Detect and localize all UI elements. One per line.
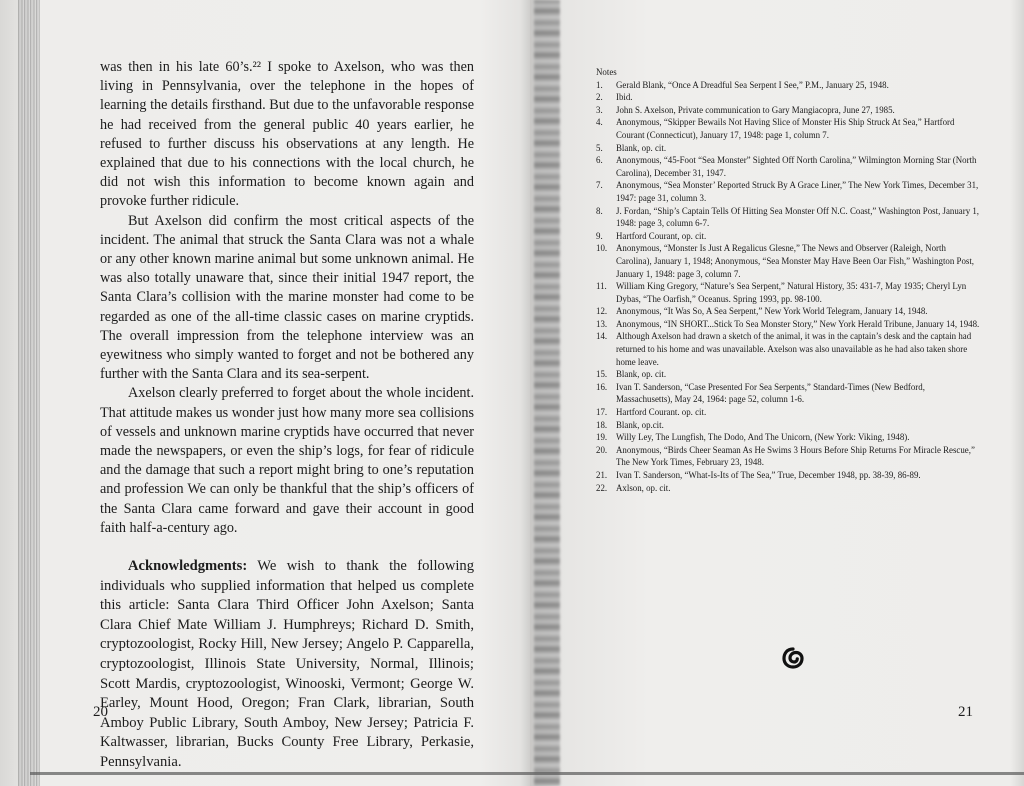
note-number: 21. — [596, 470, 608, 480]
note-text: Anonymous, “Birds Cheer Seaman As He Swims 3 Hours Before Ship Returns For Miracle Rescue,” The New York Times, February 23, 1948. — [616, 444, 975, 468]
notes-title: Notes — [596, 67, 617, 77]
note-text: Ivan T. Sanderson, “What-Is-Its of The Sea,” True, December 1948, pp. 38-39, 86-89. — [616, 470, 921, 480]
paragraph-3: Axelson clearly preferred to forget about the whole incident. That attitude makes us wonder just how many more sea collisions of vessels and unknown marine cryptids have occurred that never made the newspapers, or even the ship’s logs, for fear of ridicule and the damage that such a report might bring to one’s reputation and profession We can only be thankful that the ship’s officers of the Santa Clara came forward and gave their account in good faith half-a-century ago. — [100, 385, 474, 536]
note-item — [596, 280, 980, 305]
note-number: 2. — [596, 92, 603, 103]
note-number: 5. — [596, 142, 603, 153]
note-text: Hartford Courant, op. cit. — [616, 230, 707, 241]
note-text: Willy Ley, The Lungfish, The Dodo, And The Unicorn, (New York: Viking, 1948). — [616, 432, 910, 443]
note-number: 15. — [596, 369, 608, 380]
note-text: Ivan T. Sanderson, “Case Presented For Sea Serpents,” Standard-Times (New Bedford, Massachusetts), May 24, 1964: page 52, column 1-6. — [616, 381, 925, 405]
note-item — [596, 469, 980, 482]
note-item — [596, 419, 980, 432]
note-item — [596, 79, 980, 92]
note-number: 11. — [596, 281, 607, 292]
note-item — [596, 444, 980, 469]
note-text: Ibid. — [616, 92, 633, 103]
notes-section — [596, 66, 980, 494]
note-item — [596, 368, 980, 381]
page-number-right: 21 — [958, 704, 973, 720]
scan-gutter-shadow — [534, 0, 560, 786]
note-text: Anonymous, “Monster Is Just A Regalicus Glesne,” The News and Observer (Raleigh, North Carolina), January 1, 1948; Anonymous, “Sea Monster May Have Been Oar Fish,” Washington Post, January 1, 1948: page 3, column 7. — [616, 243, 975, 279]
note-text: Gerald Blank, “Once A Dreadful Sea Serpent I See,” P.M., January 25, 1948. — [616, 79, 889, 90]
note-number: 19. — [596, 432, 608, 443]
note-number: 3. — [596, 104, 603, 115]
acknowledgments-text: We wish to thank the following individuals who supplied information that helped us complete this article: Santa Clara Third Officer John Axelson; Santa Clara Chief Mate William J. Humphreys; Richard D. Smith, cryptozoologist, Rocky Hill, New Jersey; Angelo P. Capparella, cryptozoologist, Illinois State University, Normal, Illinois; Scott Mardis, cryptozoologist, Winooski, Vermont; George W. Earley, Mount Hood, Oregon; Fran Clark, librarian, South Amboy Public Library, South Amboy, New Jersey; Patricia F. Kaltwasser, librarian, Bucks County Free Library, Perkasie, Pennsylvania. — [100, 558, 475, 771]
acknowledgments-paragraph — [100, 557, 474, 773]
notes-list — [596, 79, 980, 495]
note-number: 8. — [596, 205, 603, 216]
note-item — [596, 406, 980, 419]
note-item — [596, 104, 980, 117]
paragraph-2: But Axelson did confirm the most critical aspects of the incident. The animal that struck the Santa Clara was not a whale or any other known marine animal but some unknown animal. He was also totally unaware that, since their initial 1947 report, the Santa Clara’s collision with the marine monster had come to be regarded as one of the all-time classic cases on marine cryptids. The overall impression from the telephone interview was an eyewitness who simply wanted to forget and not be bothered any further with the Santa Clara and its sea-serpent. — [100, 212, 474, 383]
note-number: 16. — [596, 381, 608, 392]
note-number: 14. — [596, 331, 608, 342]
note-item — [596, 381, 980, 406]
note-item — [596, 305, 980, 318]
page-number-left: 20 — [93, 704, 108, 720]
note-number: 18. — [596, 419, 608, 430]
note-text: Anonymous, “Skipper Bewails Not Having Slice of Monster His Ship Struck At Sea,” Hartford Courant (Connecticut), January 17, 1948: page 1, column 7. — [616, 117, 955, 140]
note-number: 10. — [596, 243, 608, 254]
note-text: Anonymous, “It Was So, A Sea Serpent,” New York World Telegram, January 14, 1948. — [616, 306, 928, 317]
note-number: 22. — [596, 482, 608, 493]
note-item — [596, 179, 980, 204]
note-item — [596, 154, 980, 179]
note-number: 7. — [596, 180, 603, 191]
note-text: Axlson, op. cit. — [616, 482, 671, 493]
paragraph-1: was then in his late 60’s.²² I spoke to Axelson, who was then living in Pennsylvania, over the telephone in the hopes of learning the details firsthand. But due to the unfavorable response he had received from the general public 40 years earlier, he refused to further discuss his observations at any length. He explained that due to his connections with the local church, he did not wish this information to become known again and provoke further ridicule. — [100, 59, 474, 210]
note-number: 9. — [596, 230, 603, 241]
note-text: Blank, op. cit. — [616, 369, 667, 380]
acknowledgments-heading: Acknowledgments: — [128, 558, 248, 575]
spiral-end-mark-icon — [781, 646, 805, 670]
note-text: Hartford Courant. op. cit. — [616, 407, 707, 418]
note-text: Anonymous, “45-Foot “Sea Monster” Sighted Off North Carolina,” Wilmington Morning Star (North Carolina), December 31, 1947. — [616, 155, 977, 178]
note-number: 4. — [596, 117, 603, 128]
note-text: Blank, op. cit. — [616, 142, 667, 153]
note-item — [596, 205, 980, 230]
note-item — [596, 91, 980, 104]
note-text: Anonymous, “Sea Monster’ Reported Struck By A Grace Liner,” The New York Times, December 31, 1947: page 31, column 3. — [616, 180, 979, 203]
note-number: 20. — [596, 444, 608, 455]
note-item — [596, 318, 980, 331]
note-item — [596, 142, 980, 155]
note-number: 13. — [596, 318, 608, 329]
left-page-body — [100, 58, 474, 773]
note-number: 6. — [596, 155, 603, 166]
note-text: John S. Axelson, Private communication to Gary Mangiacopra, June 27, 1985. — [616, 104, 895, 115]
scan-left-edge-artifact — [18, 0, 40, 786]
note-item — [596, 431, 980, 444]
note-text: Blank, op.cit. — [616, 419, 664, 430]
note-number: 1. — [596, 79, 603, 90]
note-item — [596, 330, 980, 368]
note-item — [596, 242, 980, 280]
note-text: Although Axelson had drawn a sketch of the animal, it was in the captain’s desk and the captain had returned to his home and was unavailable. Axelson was also unavailable as he had also taken shore home leave. — [616, 331, 972, 367]
note-text: William King Gregory, “Nature’s Sea Serpent,” Natural History, 35: 431-7, May 1935; Cheryl Lyn Dybas, “The Oarfish,” Oceanus. Spring 1993, pp. 98-100. — [616, 281, 967, 304]
note-number: 17. — [596, 407, 608, 418]
note-item — [596, 482, 980, 495]
note-number: 12. — [596, 306, 608, 317]
note-item — [596, 116, 980, 141]
note-text: J. Fordan, “Ship’s Captain Tells Of Hitting Sea Monster Off N.C. Coast,” Washington Post, January 1, 1948: page 3, column 6-7. — [616, 205, 980, 229]
note-text: Anonymous, “IN SHORT...Stick To Sea Monster Story,” New York Herald Tribune, January 14, 1948. — [616, 318, 980, 329]
note-item — [596, 230, 980, 243]
